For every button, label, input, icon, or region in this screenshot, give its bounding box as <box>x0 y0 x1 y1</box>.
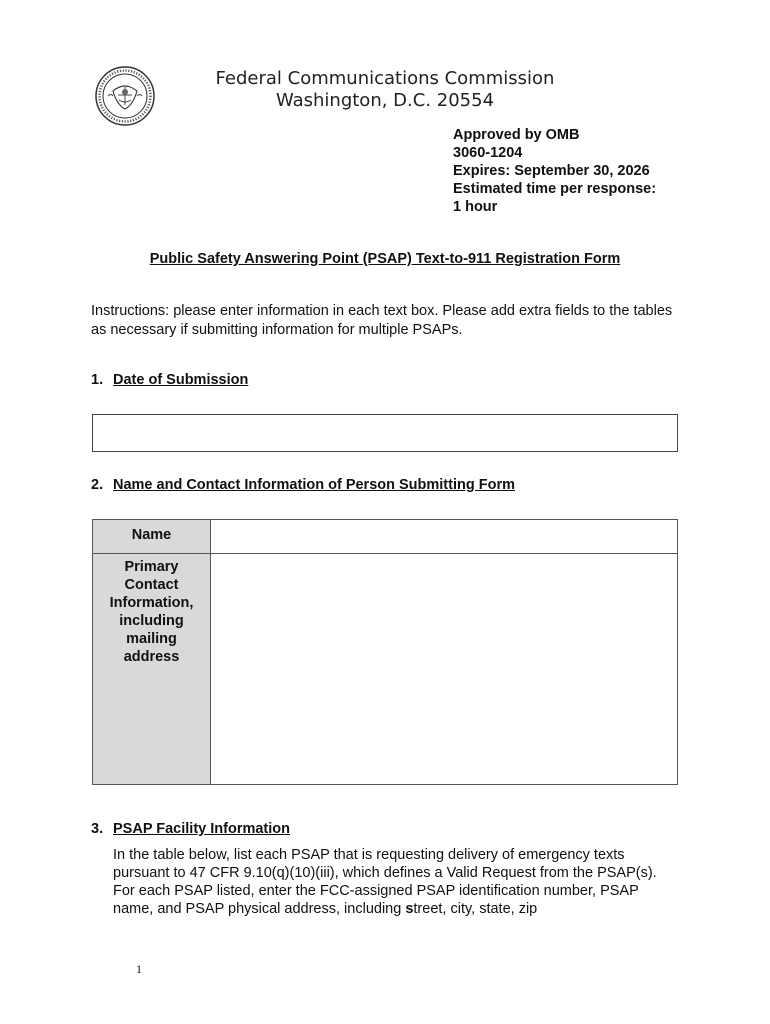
omb-line: 1 hour <box>453 199 498 215</box>
label-line: including <box>119 613 184 629</box>
section-title: PSAP Facility Information <box>113 821 290 837</box>
instructions-text: Instructions: please enter information in each text box. Please add extra fields to the tables as necessary if submitting information for multiple PSAPs. <box>91 303 673 338</box>
contact-info-table <box>92 519 678 785</box>
section-1-heading <box>91 372 248 388</box>
omb-line: Expires: September 30, 2026 <box>453 163 650 179</box>
label-line: mailing <box>126 631 177 647</box>
section-title: Date of Submission <box>113 372 249 388</box>
label-line: address <box>123 649 180 665</box>
omb-line: Estimated time per response: <box>453 181 657 197</box>
label-line: Information, <box>109 595 194 611</box>
section-3-description <box>113 846 673 918</box>
label-line: Contact <box>124 577 179 593</box>
description-text-end: treet, city, state, zip <box>413 901 538 917</box>
omb-line: Approved by OMB <box>453 127 580 143</box>
page-number: 1 <box>136 962 142 976</box>
label-line: Primary <box>124 559 179 575</box>
table-row <box>93 554 678 785</box>
name-field[interactable] <box>211 520 678 554</box>
description-text: In the table below, list each PSAP that is requesting delivery of emergency texts pursuant to 47 CFR 9.10(q)(10)(iii), which defines a Valid Request from the PSAP(s). For each PSAP listed, enter the FCC-assigned PSAP identification number, PSAP name, and PSAP physical address, including <box>113 847 657 917</box>
primary-contact-label <box>93 554 211 785</box>
omb-line: 3060-1204 <box>453 145 523 161</box>
section-title: Name and Contact Information of Person Submitting Form <box>113 477 515 493</box>
section-number: 3. <box>91 821 104 837</box>
table-row <box>93 520 678 554</box>
section-2-heading <box>91 477 515 493</box>
section-number: 2. <box>91 477 104 493</box>
date-of-submission-field[interactable] <box>92 414 678 452</box>
section-number: 1. <box>91 372 104 388</box>
form-title: Public Safety Answering Point (PSAP) Text-to-911 Registration Form <box>149 251 621 267</box>
section-3-heading <box>91 821 290 837</box>
agency-heading <box>200 68 570 112</box>
agency-name: Federal Communications Commission <box>215 68 555 89</box>
fcc-seal <box>94 65 156 127</box>
agency-address: Washington, D.C. 20554 <box>275 90 495 111</box>
name-label: Name <box>93 520 211 554</box>
primary-contact-field[interactable] <box>211 554 678 785</box>
description-bold-letter: s <box>405 901 414 917</box>
omb-approval-block <box>453 126 656 216</box>
